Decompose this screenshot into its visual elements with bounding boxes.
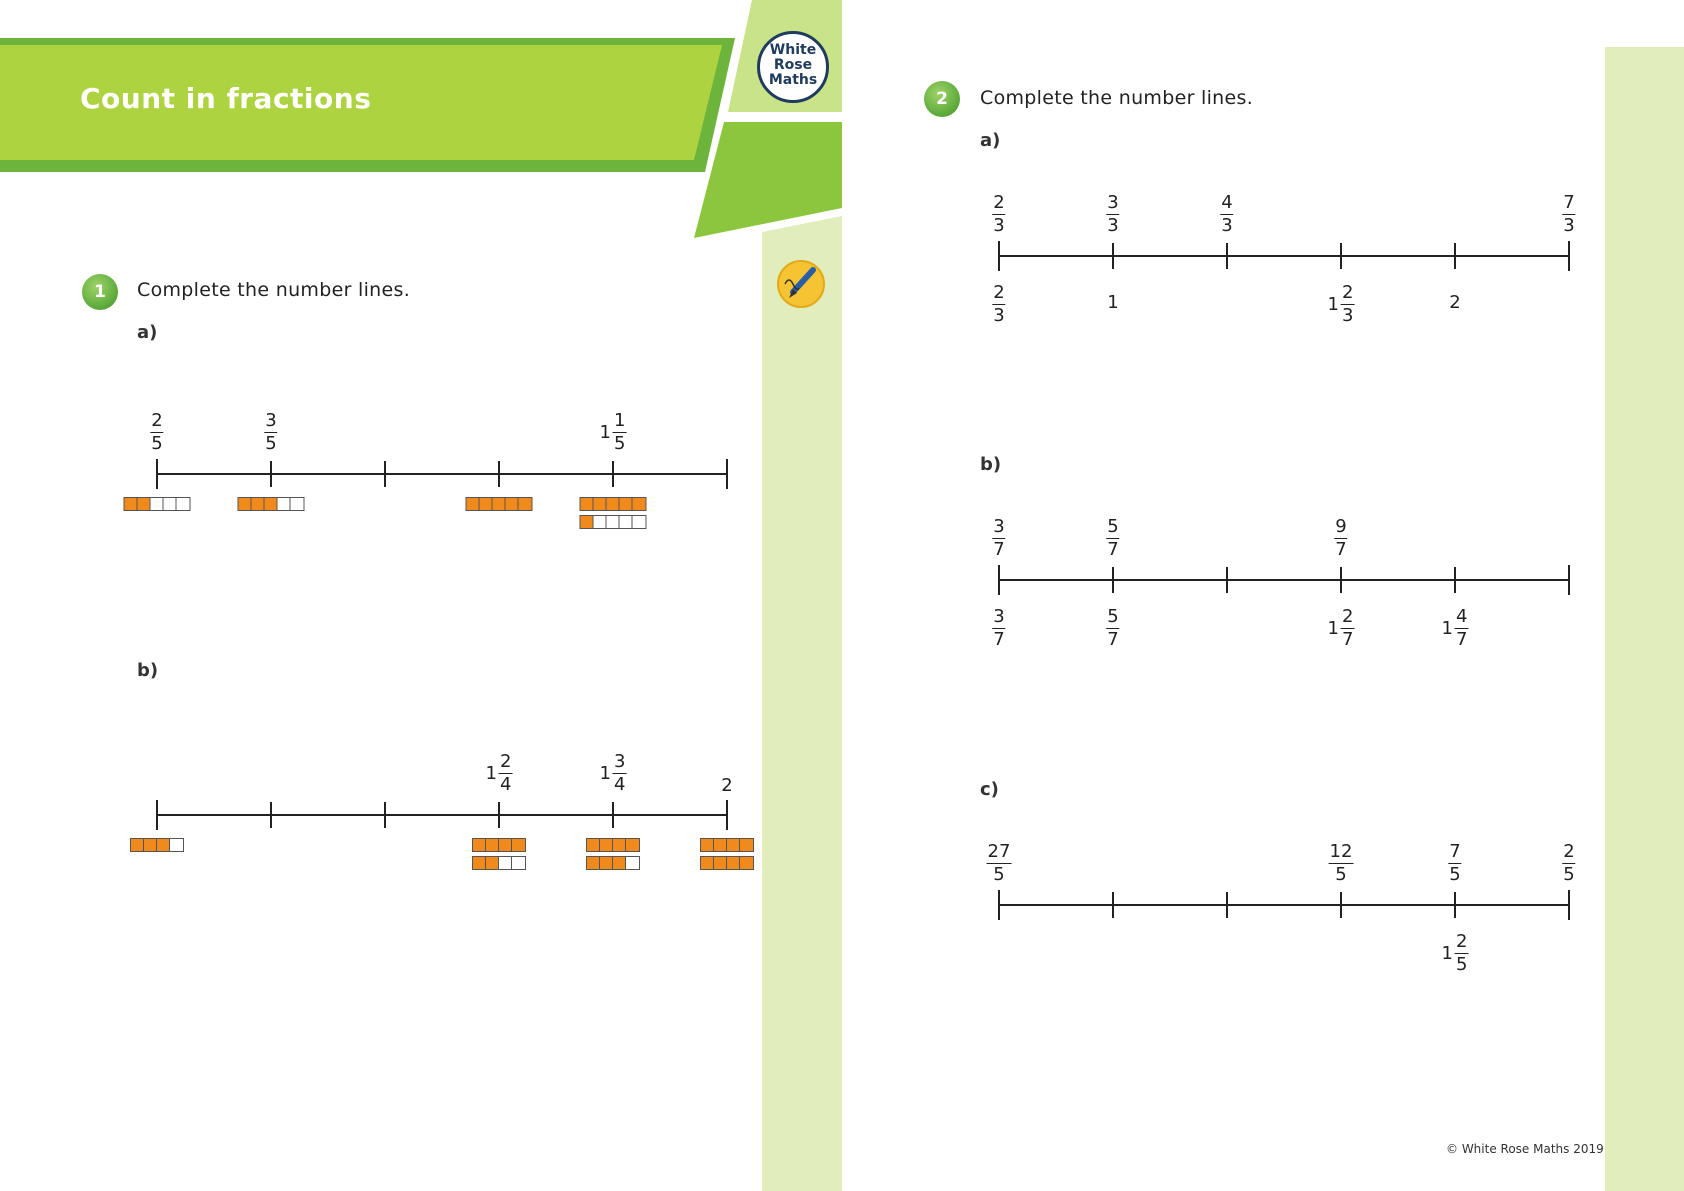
bar-cell-shaded [519, 498, 532, 510]
fraction-numerator: 2 [993, 282, 1005, 303]
bar-cell-empty [626, 857, 639, 869]
bar-cell-shaded [239, 498, 252, 510]
fraction-denominator: 7 [1335, 539, 1347, 560]
label-whole: 1 [599, 763, 611, 784]
q1a-bar-model-3 [466, 497, 533, 511]
bar-cell-shaded [740, 857, 753, 869]
bar-cell-shaded [727, 839, 740, 851]
bar-cell-shaded [613, 857, 626, 869]
bar-cell-shaded [587, 839, 600, 851]
pencil-icon [777, 260, 825, 308]
logo-line-3: Maths [768, 72, 818, 88]
question-1-badge [82, 274, 118, 310]
q1b-label-above-5 [721, 775, 732, 796]
label-whole: 2 [1449, 292, 1461, 313]
bar-cell-shaded [473, 839, 486, 851]
fraction-denominator: 5 [993, 864, 1005, 885]
q2c-label-above-4 [1448, 841, 1461, 886]
bar-cell-empty [499, 857, 512, 869]
q2b-label-below-4 [1442, 606, 1469, 651]
bar-cell-shaded [714, 857, 727, 869]
bar-cell-shaded [486, 857, 499, 869]
fraction-numerator: 5 [1107, 606, 1119, 627]
q2a-label-below-0 [992, 282, 1005, 327]
fraction [987, 841, 1012, 886]
bar-cell-empty [177, 498, 190, 510]
question-2a-label: a) [980, 130, 1001, 151]
fraction-denominator: 3 [1107, 215, 1119, 236]
bar-cell-shaded [701, 839, 714, 851]
fraction-denominator: 5 [1563, 864, 1575, 885]
bar-cell-shaded [252, 498, 265, 510]
fraction [1455, 931, 1468, 976]
fraction-bar [586, 856, 640, 870]
fraction-denominator: 4 [500, 774, 512, 795]
fraction [150, 410, 163, 455]
fraction-numerator: 2 [1563, 841, 1575, 862]
bar-cell-shaded [701, 857, 714, 869]
bar-cell-shaded [594, 498, 607, 510]
fraction [992, 606, 1005, 651]
bar-cell-shaded [506, 498, 519, 510]
bar-cell-shaded [740, 839, 753, 851]
question-2c-label: c) [980, 779, 999, 800]
bar-cell-shaded [581, 516, 594, 528]
q1a-bar-model-0 [124, 497, 191, 511]
label-whole: 1 [1441, 618, 1453, 639]
q2c-label-above-3 [1329, 841, 1354, 886]
fraction-numerator: 3 [993, 516, 1005, 537]
fraction-denominator: 3 [1342, 305, 1354, 326]
fraction-denominator: 5 [1449, 864, 1461, 885]
label-whole: 1 [485, 763, 497, 784]
q1b-bar-model-0 [130, 838, 184, 852]
bar-cell-shaded [467, 498, 480, 510]
q1a-bar-model-1 [238, 497, 305, 511]
q1a-bar-model-4 [580, 497, 647, 529]
fraction [1106, 606, 1119, 651]
bar-cell-shaded [626, 839, 639, 851]
q1a-label-above-4 [600, 410, 627, 455]
bar-cell-shaded [265, 498, 278, 510]
fraction-bar [466, 497, 533, 511]
fraction-numerator: 2 [1342, 606, 1354, 627]
fraction [1334, 516, 1347, 561]
question-1a-label: a) [137, 322, 158, 343]
fraction-bar [580, 497, 647, 511]
q2a-label-below-4 [1449, 292, 1460, 313]
fraction-bar [472, 856, 526, 870]
fraction-bar [238, 497, 305, 511]
bar-cell-empty [607, 516, 620, 528]
fraction-denominator: 5 [265, 433, 277, 454]
question-2-number: 2 [936, 89, 948, 109]
fraction [1341, 282, 1354, 327]
q2a-label-above-1 [1106, 192, 1119, 237]
logo-line-2: Rose [773, 57, 813, 73]
q2b-label-below-3 [1328, 606, 1355, 651]
q2b-label-below-1 [1106, 606, 1119, 651]
fraction [992, 282, 1005, 327]
bar-cell-shaded [613, 839, 626, 851]
bar-cell-shaded [587, 857, 600, 869]
bar-cell-shaded [144, 839, 157, 851]
fraction [613, 410, 626, 455]
question-2b-label: b) [980, 454, 1002, 475]
fraction-numerator: 7 [1449, 841, 1461, 862]
fraction [499, 751, 512, 796]
bar-cell-shaded [125, 498, 138, 510]
fraction-denominator: 7 [1107, 539, 1119, 560]
bar-cell-shaded [600, 839, 613, 851]
fraction-numerator: 12 [1329, 841, 1353, 862]
fraction-numerator: 4 [1221, 192, 1233, 213]
bar-cell-shaded [581, 498, 594, 510]
fraction [1448, 841, 1461, 886]
fraction-numerator: 4 [1456, 606, 1468, 627]
bar-cell-shaded [486, 839, 499, 851]
q2a-label-above-5 [1562, 192, 1575, 237]
fraction-denominator: 7 [1342, 629, 1354, 650]
bar-cell-shaded [473, 857, 486, 869]
bar-cell-shaded [493, 498, 506, 510]
question-1b-label: b) [137, 660, 159, 681]
fraction-denominator: 7 [993, 539, 1005, 560]
question-1-text: Complete the number lines. [137, 279, 411, 301]
q2c-label-above-0 [987, 841, 1012, 886]
fraction-bar [700, 856, 754, 870]
number-lines [157, 241, 1569, 920]
fraction-numerator: 2 [151, 410, 163, 431]
fraction-numerator: 3 [614, 751, 626, 772]
q2b-label-above-3 [1334, 516, 1347, 561]
bar-cell-empty [620, 516, 633, 528]
fraction-denominator: 3 [993, 215, 1005, 236]
bar-cell-shaded [607, 498, 620, 510]
bar-cell-empty [512, 857, 525, 869]
fraction-bar [700, 838, 754, 852]
fraction-bar [586, 838, 640, 852]
pencil-glyph [779, 262, 823, 306]
q2b-label-above-0 [992, 516, 1005, 561]
bar-cell-empty [151, 498, 164, 510]
fraction-bar [472, 838, 526, 852]
fraction [264, 410, 277, 455]
bar-cell-shaded [714, 839, 727, 851]
fraction [613, 751, 626, 796]
q1b-bar-model-3 [472, 838, 526, 870]
bar-cell-shaded [499, 839, 512, 851]
bar-cell-shaded [480, 498, 493, 510]
fraction-numerator: 1 [614, 410, 626, 431]
fraction-denominator: 5 [151, 433, 163, 454]
bar-cell-shaded [727, 857, 740, 869]
bar-cell-empty [164, 498, 177, 510]
label-whole: 1 [1441, 943, 1453, 964]
fraction-denominator: 3 [1563, 215, 1575, 236]
fraction-denominator: 7 [1456, 629, 1468, 650]
copyright-notice: © White Rose Maths 2019 [1446, 1142, 1604, 1156]
label-whole: 1 [1327, 618, 1339, 639]
logo-line-1: White [769, 42, 817, 58]
label-whole: 1 [1327, 294, 1339, 315]
bar-cell-shaded [512, 839, 525, 851]
fraction-numerator: 2 [1456, 931, 1468, 952]
question-2-badge [924, 81, 960, 117]
fraction-numerator: 7 [1563, 192, 1575, 213]
fraction [1341, 606, 1354, 651]
side-panel-right [1605, 47, 1684, 1191]
fraction-denominator: 5 [1456, 954, 1468, 975]
q1a-label-above-0 [150, 410, 163, 455]
q2b-label-above-1 [1106, 516, 1119, 561]
q2a-label-below-3 [1328, 282, 1355, 327]
fraction [1329, 841, 1354, 886]
q2b-label-below-0 [992, 606, 1005, 651]
fraction [1220, 192, 1233, 237]
fraction-denominator: 5 [1335, 864, 1347, 885]
fraction-bar [124, 497, 191, 511]
bar-cell-empty [170, 839, 183, 851]
q1b-label-above-4 [600, 751, 627, 796]
fraction-numerator: 5 [1107, 516, 1119, 537]
fraction [1562, 841, 1575, 886]
question-2-text: Complete the number lines. [980, 87, 1254, 109]
bar-cell-empty [594, 516, 607, 528]
white-rose-maths-logo [757, 31, 829, 103]
fraction-numerator: 3 [265, 410, 277, 431]
bar-cell-shaded [633, 498, 646, 510]
bar-cell-shaded [157, 839, 170, 851]
fraction [1455, 606, 1468, 651]
page-title: Count in fractions [80, 82, 372, 115]
fraction-denominator: 3 [993, 305, 1005, 326]
fraction-numerator: 2 [993, 192, 1005, 213]
fraction-numerator: 2 [500, 751, 512, 772]
q2a-label-above-2 [1220, 192, 1233, 237]
q1a-label-above-1 [264, 410, 277, 455]
bar-cell-shaded [620, 498, 633, 510]
bar-cell-empty [633, 516, 646, 528]
fraction-denominator: 5 [614, 433, 626, 454]
q2c-label-below-4 [1442, 931, 1469, 976]
fraction-numerator: 2 [1342, 282, 1354, 303]
fraction [992, 516, 1005, 561]
bar-cell-empty [291, 498, 304, 510]
fraction-bar [130, 838, 184, 852]
fraction-denominator: 7 [993, 629, 1005, 650]
q2a-label-below-1 [1107, 292, 1118, 313]
fraction-denominator: 7 [1107, 629, 1119, 650]
fraction-numerator: 9 [1335, 516, 1347, 537]
fraction-denominator: 3 [1221, 215, 1233, 236]
fraction [1106, 192, 1119, 237]
fraction [992, 192, 1005, 237]
fraction [1106, 516, 1119, 561]
q1b-bar-model-5 [700, 838, 754, 870]
label-whole: 1 [1107, 292, 1119, 313]
fraction-numerator: 3 [993, 606, 1005, 627]
q1b-bar-model-4 [586, 838, 640, 870]
side-panel-left [762, 216, 842, 1191]
fraction-denominator: 4 [614, 774, 626, 795]
fraction-numerator: 3 [1107, 192, 1119, 213]
bar-cell-empty [278, 498, 291, 510]
bar-cell-shaded [131, 839, 144, 851]
q2a-label-above-0 [992, 192, 1005, 237]
bar-cell-shaded [138, 498, 151, 510]
fraction-bar [580, 515, 647, 529]
bar-cell-shaded [600, 857, 613, 869]
q1b-label-above-3 [486, 751, 513, 796]
label-whole: 1 [599, 422, 611, 443]
label-whole: 2 [721, 775, 733, 796]
fraction-numerator: 27 [987, 841, 1011, 862]
fraction [1562, 192, 1575, 237]
question-1-number: 1 [94, 282, 106, 302]
q2c-label-above-5 [1562, 841, 1575, 886]
